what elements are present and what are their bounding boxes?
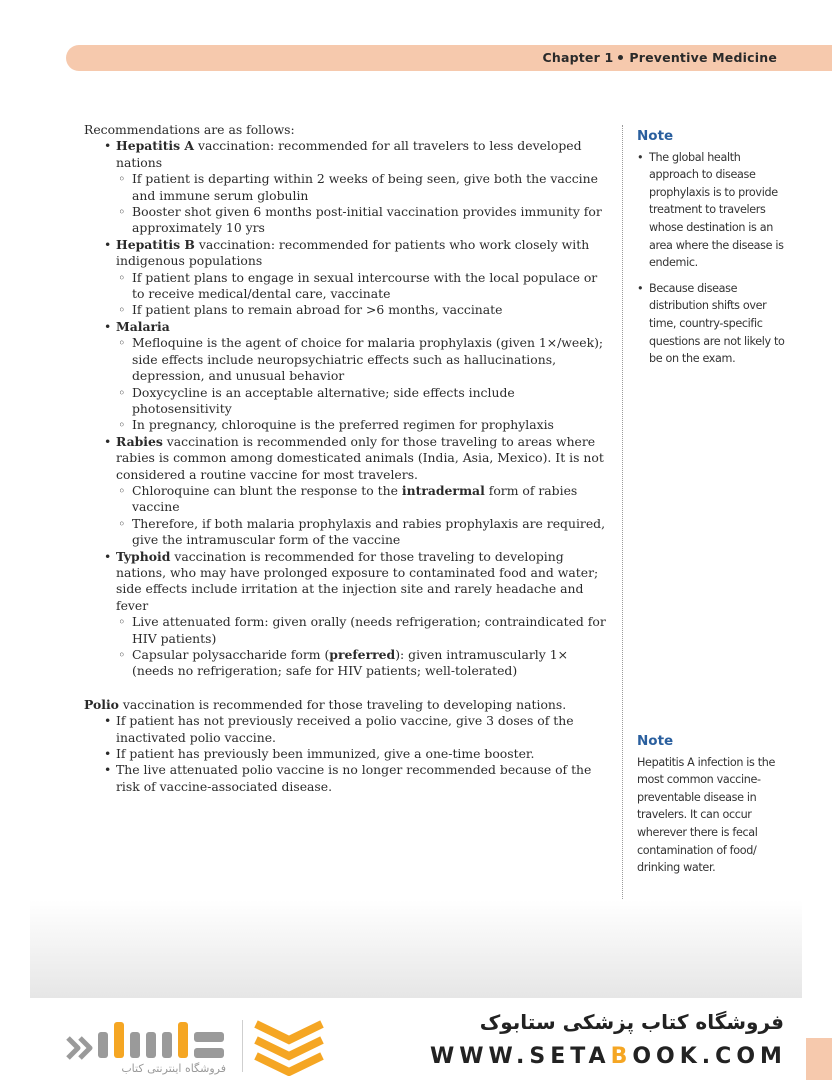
note-title: Note xyxy=(637,733,674,749)
note-bullet: • The global health approach to disease prophylaxis is to provide treatment to travelers whose destination is an area where the disease is endemic. xyxy=(637,149,792,272)
note-title: Note xyxy=(637,128,674,144)
polio-item: • If patient has not previously received a polio vaccine, give 3 doses of the inactivated polio vaccine. xyxy=(84,713,612,746)
term-preferred: preferred xyxy=(329,647,396,662)
rabies-text: vaccination is recommended only for those traveling to areas where rabies is common among domesticated animals (India, Asia, Mexico). It is not considered a routine vaccine for most travelers. xyxy=(116,433,604,482)
sub-item xyxy=(84,647,612,680)
polio-item: • The live attenuated polio vaccine is no longer recommended because of the risk of vaccine-associated disease. xyxy=(84,762,612,795)
polio-item: • If patient has previously been immunized, give a one-time booster. xyxy=(84,746,612,762)
intro-text: Recommendations are as follows: xyxy=(84,122,295,137)
term-intradermal: intradermal xyxy=(401,482,485,498)
sub-item: ◦ In pregnancy, chloroquine is the preferred regimen for prophylaxis xyxy=(84,417,612,433)
term-malaria: Malaria xyxy=(116,318,170,334)
sub-text: Capsular polysaccharide form ( xyxy=(132,647,330,662)
sub-item: ◦ Mefloquine is the agent of choice for malaria prophylaxis (given 1×/week); side effects include neuropsychiatric effects such as hallucinations, depression, and unusual behavior xyxy=(84,335,612,384)
watermark-persian-title: فروشگاه کتاب پزشکی ستابوک xyxy=(479,1010,784,1034)
sub-item: ◦ Therefore, if both malaria prophylaxis and rabies prophylaxis are required, give the intramuscular form of the vaccine xyxy=(84,516,612,549)
list-item-malaria xyxy=(84,319,612,335)
typhoid-text: vaccination is recommended for those traveling to developing nations, who may have prolonged exposure to contaminated food and water; side effects include irritation at the injection site and rarely headache and fever xyxy=(116,548,599,613)
setabook-chevron-icon xyxy=(250,1018,328,1076)
sidebar-note-2 xyxy=(637,733,792,877)
sub-item: ◦ Doxycycline is an acceptable alternative; side effects include photosensitivity xyxy=(84,385,612,418)
term-typhoid: Typhoid xyxy=(116,548,171,564)
term-hepatitis-a: Hepatitis A xyxy=(116,138,195,154)
url-part: SETA xyxy=(529,1044,611,1069)
list-item-rabies xyxy=(84,434,612,483)
sub-item: ◦ Booster shot given 6 months post-initial vaccination provides immunity for approximately 10 yrs xyxy=(84,204,612,237)
url-part: WWW. xyxy=(430,1044,530,1069)
term-hepatitis-b: Hepatitis B xyxy=(116,236,195,252)
url-accent: B xyxy=(610,1044,633,1069)
term-rabies: Rabies xyxy=(116,433,163,449)
sub-item: ◦ If patient is departing within 2 weeks of being seen, give both the vaccine and immune serum globulin xyxy=(84,171,612,204)
column-divider xyxy=(622,125,623,995)
sub-text: form of rabies vaccine xyxy=(132,482,578,515)
chapter-header-bar xyxy=(66,45,832,71)
sub-item: ◦ If patient plans to engage in sexual intercourse with the local populace or to receive medical/dental care, vaccinate xyxy=(84,270,612,303)
bullet-dot-icon xyxy=(618,55,623,60)
list-item-hepatitis-b xyxy=(84,237,612,270)
list-item-hepatitis-a xyxy=(84,138,612,171)
chapter-section: Preventive Medicine xyxy=(629,50,777,65)
url-part: OOK.COM xyxy=(632,1044,787,1069)
note-text: Hepatitis A infection is the most common vaccine-preventable disease in travelers. It can occur wherever there is fecal contamination of food/ drinking water. xyxy=(637,755,776,875)
hepatitis-a-text: vaccination: recommended for all travelers to less developed nations xyxy=(116,138,582,170)
list-item-typhoid xyxy=(84,549,612,615)
term-polio: Polio xyxy=(84,696,119,712)
note-bullet: • Because disease distribution shifts over time, country-specific questions are not likely to be on the exam. xyxy=(637,280,792,368)
footer-shadow xyxy=(30,900,802,998)
polio-paragraph xyxy=(84,697,612,713)
page-edge-tab xyxy=(806,1038,832,1080)
sub-item: ◦ If patient plans to remain abroad for >6 months, vaccinate xyxy=(84,302,612,318)
sub-text: ): given intramuscularly 1× (needs no refrigeration; safe for HIV patients; well-tolerated) xyxy=(132,647,568,679)
main-content xyxy=(84,122,612,795)
hepatitis-b-text: vaccination: recommended for patients who work closely with indigenous populations xyxy=(116,236,590,269)
sub-item: ◦ Live attenuated form: given orally (needs refrigeration; contraindicated for HIV patients) xyxy=(84,614,612,647)
polio-text: vaccination is recommended for those traveling to developing nations. xyxy=(118,696,567,712)
sub-item xyxy=(84,483,612,516)
watermark-divider xyxy=(242,1020,243,1072)
setabook-logo xyxy=(62,1018,232,1076)
sidebar-note-1 xyxy=(637,128,792,376)
chapter-number: Chapter 1 xyxy=(542,50,614,65)
running-head xyxy=(542,50,777,65)
sub-text: Chloroquine can blunt the response to the xyxy=(132,482,402,498)
watermark-url xyxy=(430,1044,787,1069)
logo-subtitle: فروشگاه اینترنتی کتاب xyxy=(121,1062,226,1075)
setabook-logo-icon xyxy=(68,1022,224,1058)
